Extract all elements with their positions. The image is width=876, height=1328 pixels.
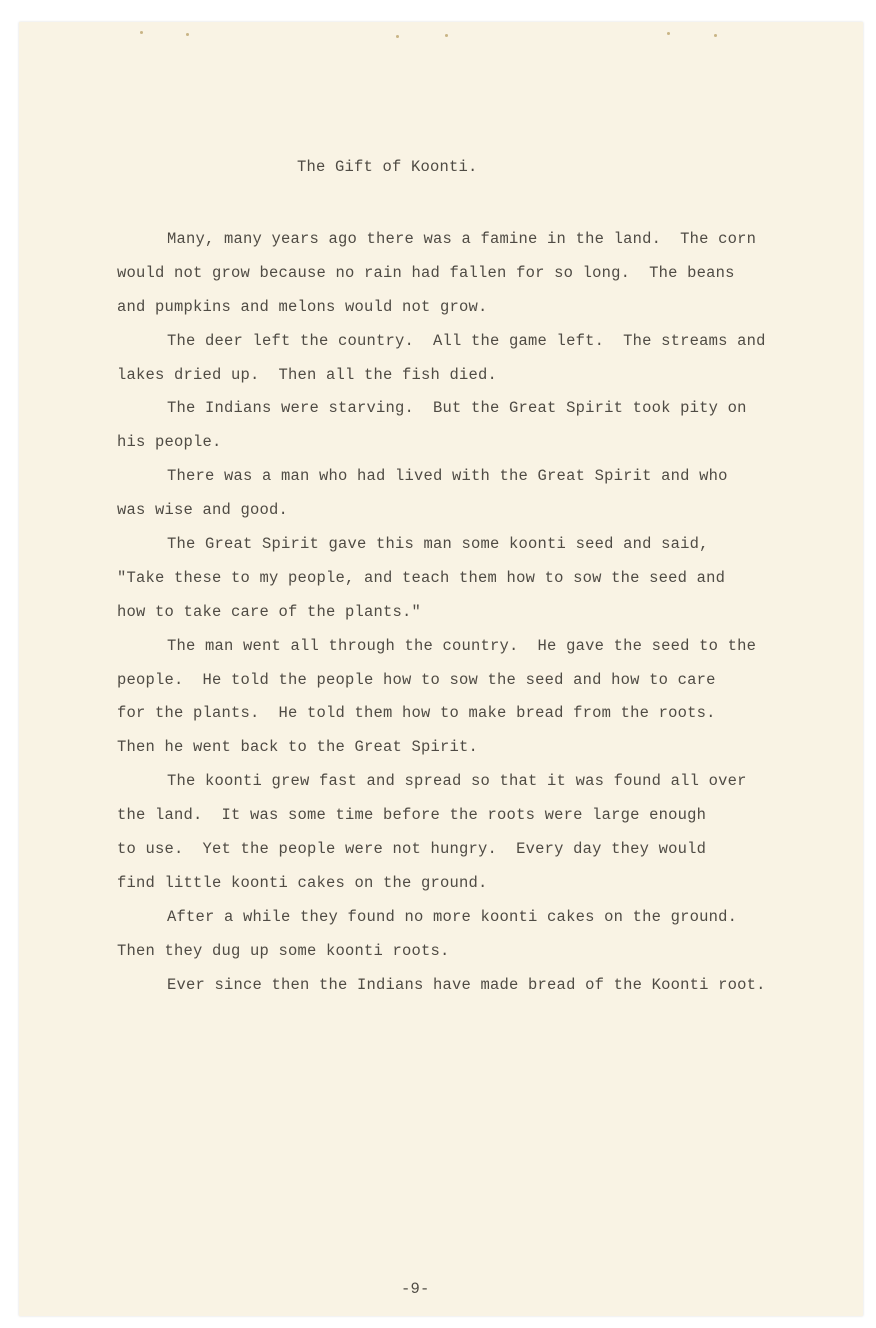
text-line: was wise and good. — [117, 501, 289, 520]
text-line: Ever since then the Indians have made bread of the Koonti root. — [167, 975, 766, 994]
text-line: "Take these to my people, and teach them how to sow the seed and — [117, 568, 726, 587]
pinhole-mark — [396, 35, 399, 38]
text-line: The Great Spirit gave this man some koonti seed and said, — [167, 535, 709, 554]
text-line: people. He told the people how to sow the seed and how to care — [117, 670, 716, 689]
text-line: Many, many years ago there was a famine in the land. The corn — [167, 230, 757, 248]
document-title: The Gift of Koonti. — [297, 158, 478, 176]
text-line: the land. It was some time before the roots were large enough — [117, 806, 707, 825]
text-line: lakes dried up. Then all the fish died. — [117, 365, 498, 384]
page-number: -9- — [401, 1280, 430, 1298]
text-line: Then he went back to the Great Spirit. — [117, 738, 479, 757]
text-line: The man went all through the country. He gave the seed to the — [167, 636, 757, 655]
text-line: The koonti grew fast and spread so that it was found all over — [167, 772, 747, 791]
text-line: The deer left the country. All the game left. The streams and — [167, 331, 766, 350]
pinhole-mark — [445, 34, 448, 37]
text-line: find little koonti cakes on the ground. — [117, 873, 488, 892]
text-line: how to take care of the plants." — [117, 602, 422, 621]
paper-sheet — [19, 22, 863, 1316]
document-body — [117, 223, 807, 1002]
pinhole-mark — [186, 33, 189, 36]
pinhole-mark — [140, 31, 143, 34]
pinhole-mark — [667, 32, 670, 35]
text-line: for the plants. He told them how to make bread from the roots. — [117, 704, 716, 723]
text-line: and pumpkins and melons would not grow. — [117, 297, 488, 316]
text-line: Then they dug up some koonti roots. — [117, 941, 450, 960]
text-line: to use. Yet the people were not hungry. Every day they would — [117, 840, 707, 859]
text-line: The Indians were starving. But the Great Spirit took pity on — [167, 399, 747, 418]
text-line: his people. — [117, 433, 222, 452]
pinhole-mark — [714, 34, 717, 37]
text-line: There was a man who had lived with the Great Spirit and who — [167, 467, 728, 486]
text-line: would not grow because no rain had fallen for so long. The beans — [117, 263, 735, 282]
text-line: After a while they found no more koonti cakes on the ground. — [167, 907, 738, 926]
